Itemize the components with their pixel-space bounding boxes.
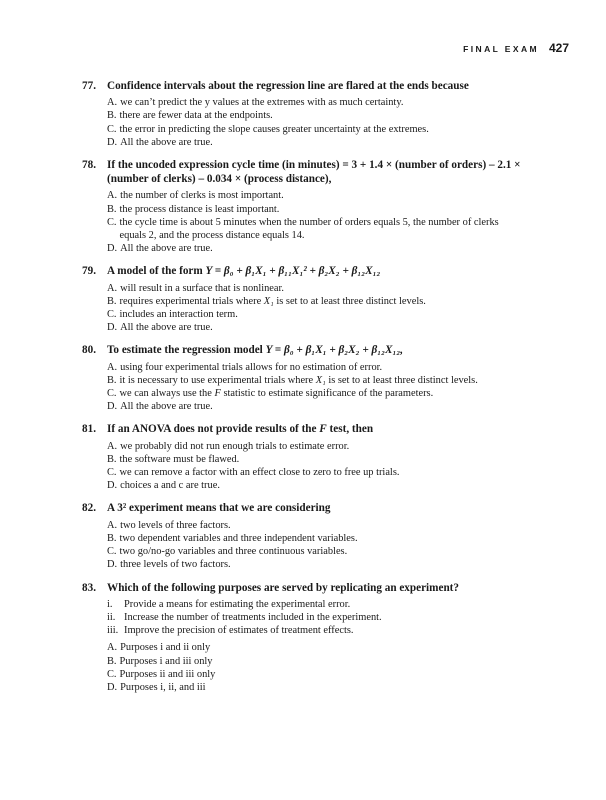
answer-options [82, 641, 522, 694]
option-text: there are fewer data at the endpoints. [119, 110, 273, 122]
question-stem [82, 343, 522, 357]
statement-i [107, 598, 522, 611]
question-78 [82, 158, 522, 255]
answer-option-c [107, 387, 522, 400]
option-label: C. [107, 668, 117, 680]
option-text-after: is set to at least three distinct levels. [328, 374, 478, 386]
answer-option-b [107, 655, 522, 668]
option-text: the number of clerks is most important. [120, 190, 284, 202]
option-text: we probably did not run enough trials to estimate error. [120, 440, 350, 452]
option-label: A. [107, 361, 118, 373]
question-text: Confidence intervals about the regression line are flared at the ends because [107, 80, 469, 92]
statement-text: Increase the number of treatments included in the experiment. [124, 611, 382, 623]
question-number: 79. [82, 265, 96, 278]
answer-option-b [107, 374, 522, 387]
running-header [463, 41, 569, 55]
stem-prefix: A model of the form [107, 265, 203, 278]
answer-option-b [107, 295, 522, 308]
page-number: 427 [548, 41, 569, 55]
option-label: B. [107, 203, 117, 215]
option-label: C. [107, 309, 117, 321]
question-text [107, 422, 522, 436]
stem-variable: F [319, 423, 327, 436]
option-text-after: is set to at least three distinct levels. [276, 295, 426, 307]
option-label: A. [107, 282, 118, 294]
option-text [117, 374, 522, 387]
option-label: B. [107, 532, 117, 544]
answer-option-c [107, 123, 522, 136]
option-text: two dependent variables and three independent variables. [119, 532, 358, 544]
question-stem [82, 79, 522, 93]
stem-prefix: To estimate the regression model [107, 344, 263, 357]
option-text: the software must be flawed. [119, 453, 240, 465]
option-text: two go/no-go variables and three continuous variables. [119, 546, 348, 558]
option-label: D. [107, 401, 118, 413]
answer-option-b [107, 532, 522, 545]
option-text: includes an interaction term. [119, 309, 238, 321]
option-text: Purposes i, ii, and iii [120, 681, 206, 693]
answer-option-b [107, 109, 522, 122]
answer-option-a [107, 519, 522, 532]
question-stem [82, 264, 522, 278]
option-label: B. [107, 655, 117, 667]
option-variable: F [214, 388, 221, 400]
option-text: choices a and c are true. [120, 480, 220, 492]
option-label: D. [107, 243, 118, 255]
option-label: B. [107, 453, 117, 465]
question-stem [82, 158, 522, 186]
option-label: B. [107, 295, 117, 307]
option-variable: X₁ [315, 374, 326, 386]
option-text: Purposes i and iii only [119, 655, 213, 667]
stem-formula: 3² [117, 502, 127, 515]
question-80 [82, 343, 522, 413]
question-text [107, 264, 522, 278]
question-83 [82, 581, 522, 695]
question-number: 77. [82, 80, 96, 92]
option-text: the cycle time is about 5 minutes when the number of orders equals 5, the number of clerks equals 2, and the process distance equals 14. [119, 216, 499, 242]
option-label: A. [107, 519, 118, 531]
option-text [117, 295, 522, 308]
statement-label: i. [107, 598, 113, 610]
option-label: B. [107, 374, 117, 386]
answer-option-c [107, 668, 522, 681]
stem-suffix: test, then [329, 423, 374, 436]
question-77 [82, 79, 522, 149]
option-label: A. [107, 440, 118, 452]
option-text: we can remove a factor with an effect close to zero to free up trials. [119, 467, 400, 479]
option-label: C. [107, 216, 117, 228]
option-text: All the above are true. [120, 322, 213, 334]
option-text: we can’t predict the y values at the extremes with as much certainty. [120, 97, 404, 109]
answer-options [82, 96, 522, 149]
answer-option-c [107, 466, 522, 479]
answer-options [82, 440, 522, 493]
question-number: 83. [82, 581, 96, 594]
option-text-after: statistic to estimate significance of the parameters. [223, 388, 434, 400]
stem-suffix: experiment means that we are considering [129, 502, 331, 515]
option-variable: X₁ [263, 295, 274, 307]
statement-label: iii. [107, 625, 119, 637]
question-82 [82, 501, 522, 571]
answer-option-b [107, 203, 522, 216]
option-label: D. [107, 480, 118, 492]
answer-option-c [107, 308, 522, 321]
answer-option-d [107, 558, 522, 571]
question-number: 78. [82, 159, 96, 172]
answer-options [82, 519, 522, 572]
option-label: C. [107, 123, 117, 135]
question-stem [82, 501, 522, 515]
answer-option-a [107, 282, 522, 295]
question-stem [82, 581, 522, 595]
question-number: 81. [82, 423, 96, 436]
statement-iii [107, 624, 522, 637]
answer-option-b [107, 453, 522, 466]
answer-option-a [107, 641, 522, 654]
answer-option-a [107, 189, 522, 202]
option-text: Purposes i and ii only [120, 642, 211, 654]
option-label: D. [107, 136, 118, 148]
option-text: two levels of three factors. [120, 519, 231, 531]
question-text [107, 343, 522, 357]
option-text-before: requires experimental trials where [119, 295, 262, 307]
question-list [82, 79, 522, 703]
statement-label: ii. [107, 611, 116, 623]
option-text [117, 387, 522, 400]
option-label: B. [107, 110, 117, 122]
answer-option-a [107, 96, 522, 109]
question-81 [82, 422, 522, 492]
answer-option-c [107, 545, 522, 558]
option-label: A. [107, 642, 118, 654]
question-text: If the uncoded expression cycle time (in minutes) = 3 + 1.4 × (number of orders) – 2.1 × (number of clerks) – 0.034 × (process distance), [107, 159, 521, 186]
option-text-before: it is necessary to use experimental trials where [119, 374, 314, 386]
stem-formula: Y = β₀ + β₁X₁ + β₁₁X₁² + β₂X₂ + β₁₂X₁₂ [205, 265, 381, 278]
option-label: C. [107, 546, 117, 558]
option-text: All the above are true. [120, 401, 213, 413]
option-text-before: we can always use the [119, 388, 212, 400]
option-text: Purposes ii and iii only [119, 668, 216, 680]
answer-options [82, 189, 522, 255]
question-number: 82. [82, 502, 96, 515]
stem-formula: Y = β₀ + β₁X₁ + β₂X₂ + β₁₂X₁₂, [265, 344, 404, 357]
answer-option-d [107, 681, 522, 694]
question-text: Which of the following purposes are served by replicating an experiment? [107, 581, 459, 594]
statement-ii [107, 611, 522, 624]
question-number: 80. [82, 344, 96, 357]
answer-option-a [107, 440, 522, 453]
option-text: the process distance is least important. [119, 203, 280, 215]
answer-option-c [107, 216, 522, 242]
option-text: three levels of two factors. [120, 559, 231, 571]
option-text: using four experimental trials allows for no estimation of error. [120, 361, 383, 373]
question-79 [82, 264, 522, 334]
question-stem [82, 422, 522, 436]
answer-option-a [107, 361, 522, 374]
option-text: will result in a surface that is nonlinear. [120, 282, 285, 294]
option-text: the error in predicting the slope causes greater uncertainty at the extremes. [119, 123, 429, 135]
option-label: C. [107, 467, 117, 479]
answer-option-d [107, 321, 522, 334]
running-title: FINAL EXAM [463, 44, 539, 54]
option-label: A. [107, 190, 118, 202]
purpose-statements [82, 598, 522, 638]
option-text: All the above are true. [120, 136, 213, 148]
option-label: D. [107, 681, 118, 693]
answer-options [82, 282, 522, 335]
answer-option-d [107, 400, 522, 413]
option-text: All the above are true. [120, 243, 213, 255]
answer-option-d [107, 136, 522, 149]
statement-text: Improve the precision of estimates of treatment effects. [124, 625, 354, 637]
option-label: A. [107, 97, 118, 109]
option-label: D. [107, 322, 118, 334]
answer-option-d [107, 479, 522, 492]
answer-option-d [107, 242, 522, 255]
stem-prefix: A [107, 502, 115, 515]
stem-prefix: If an ANOVA does not provide results of the [107, 423, 317, 436]
option-label: D. [107, 559, 118, 571]
question-text [107, 501, 522, 515]
answer-options [82, 361, 522, 414]
option-label: C. [107, 388, 117, 400]
statement-text: Provide a means for estimating the experimental error. [124, 598, 351, 610]
